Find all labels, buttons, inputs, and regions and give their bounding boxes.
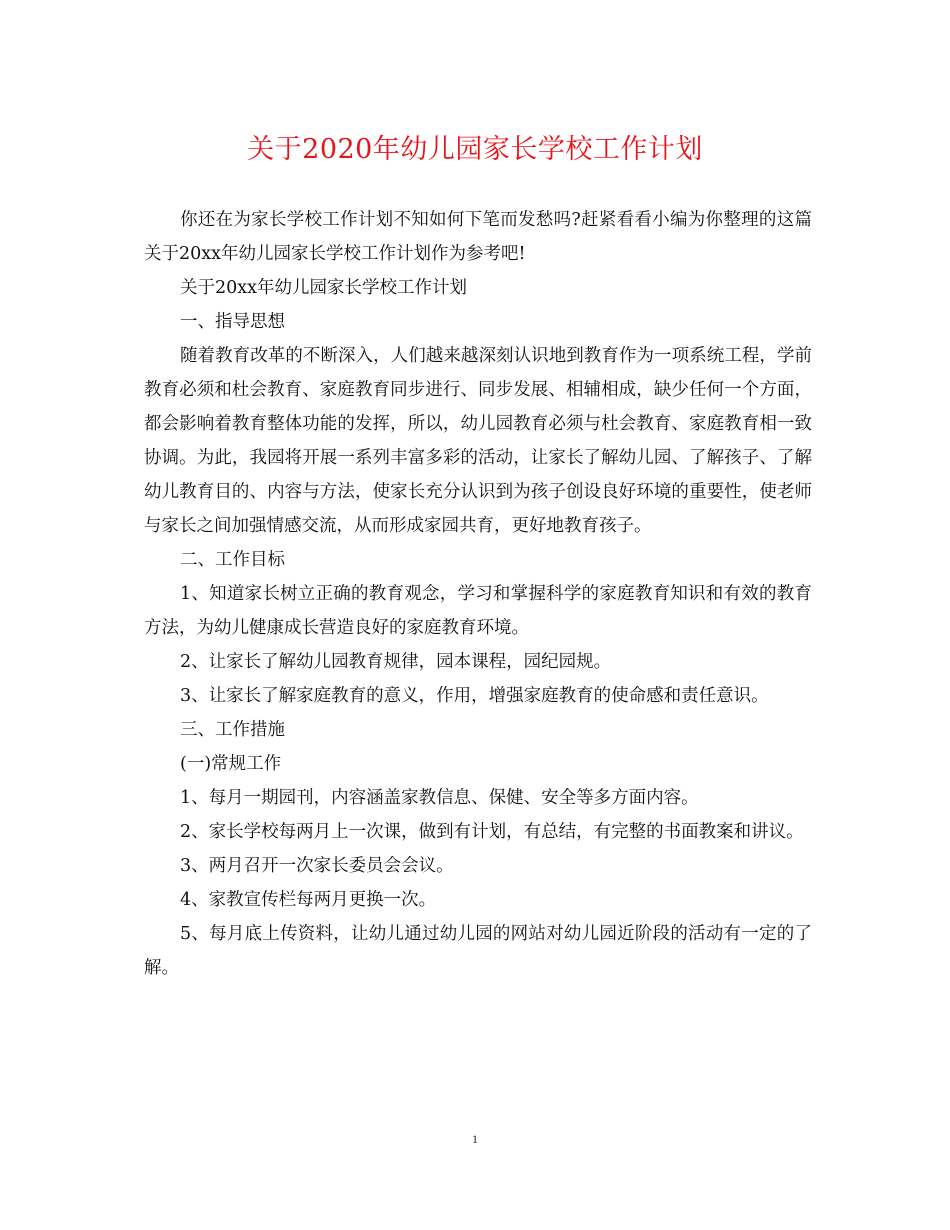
measure-item-2: 2、家长学校每两月上一次课，做到有计划，有总结，有完整的书面教案和讲议。 xyxy=(180,822,804,842)
section-heading-guiding-ideology: 一、指导思想 xyxy=(180,312,285,332)
measure-item-4: 4、家教宣传栏每两月更换一次。 xyxy=(180,890,437,910)
goal-item-1: 1、知道家长树立正确的教育观念，学习和掌握科学的家庭教育知识和有效的教育方法，为幼儿健康成长营造良好的家庭教育环境。 xyxy=(144,584,812,638)
paragraph-guiding-ideology: 随着教育改革的不断深入，人们越来越深刻认识地到教育作为一项系统工程，学前教育必须和杜会教育、家庭教育同步进行、同步发展、相辅相成，缺少任何一个方面，都会影响着教育整体功能的发挥，所以，幼儿园教育必须与杜会教育、家庭教育相一致协调。为此，我园将开展一系列丰富多彩的活动，让家长了解幼儿园、了解孩子、了解幼儿教育目的、内容与方法，使家长充分认识到为孩子创设良好环境的重要性，使老师与家长之间加强情感交流，从而形成家园共育，更好地教育孩子。 xyxy=(144,346,812,536)
page-number: 1 xyxy=(472,1132,478,1146)
section-heading-work-measures: 三、工作措施 xyxy=(180,720,285,740)
measure-item-1: 1、每月一期园刊，内容涵盖家教信息、保健、安全等多方面内容。 xyxy=(180,788,699,808)
section-heading-work-goals: 二、工作目标 xyxy=(180,550,285,570)
goal-item-3: 3、让家长了解家庭教育的意义，作用，增强家庭教育的使命感和责任意识。 xyxy=(180,686,769,706)
goal-item-2: 2、让家长了解幼儿园教育规律，园本课程，园纪园规。 xyxy=(180,652,612,672)
document-title: 关于2020年幼儿园家长学校工作计划 xyxy=(247,134,703,165)
paragraph-subtitle: 关于20xx年幼儿园家长学校工作计划 xyxy=(180,278,468,298)
measure-item-5: 5、每月底上传资料，让幼儿通过幼儿园的网站对幼儿园近阶段的活动有一定的了解。 xyxy=(144,924,812,978)
subsection-heading-routine-work: (一)常规工作 xyxy=(180,754,282,774)
measure-item-3: 3、两月召开一次家长委员会会议。 xyxy=(180,856,454,876)
paragraph-intro: 你还在为家长学校工作计划不知如何下笔而发愁吗?赶紧看看小编为你整理的这篇关于20xx年幼儿园家长学校工作计划作为参考吧! xyxy=(144,210,812,264)
document-body xyxy=(144,203,812,985)
